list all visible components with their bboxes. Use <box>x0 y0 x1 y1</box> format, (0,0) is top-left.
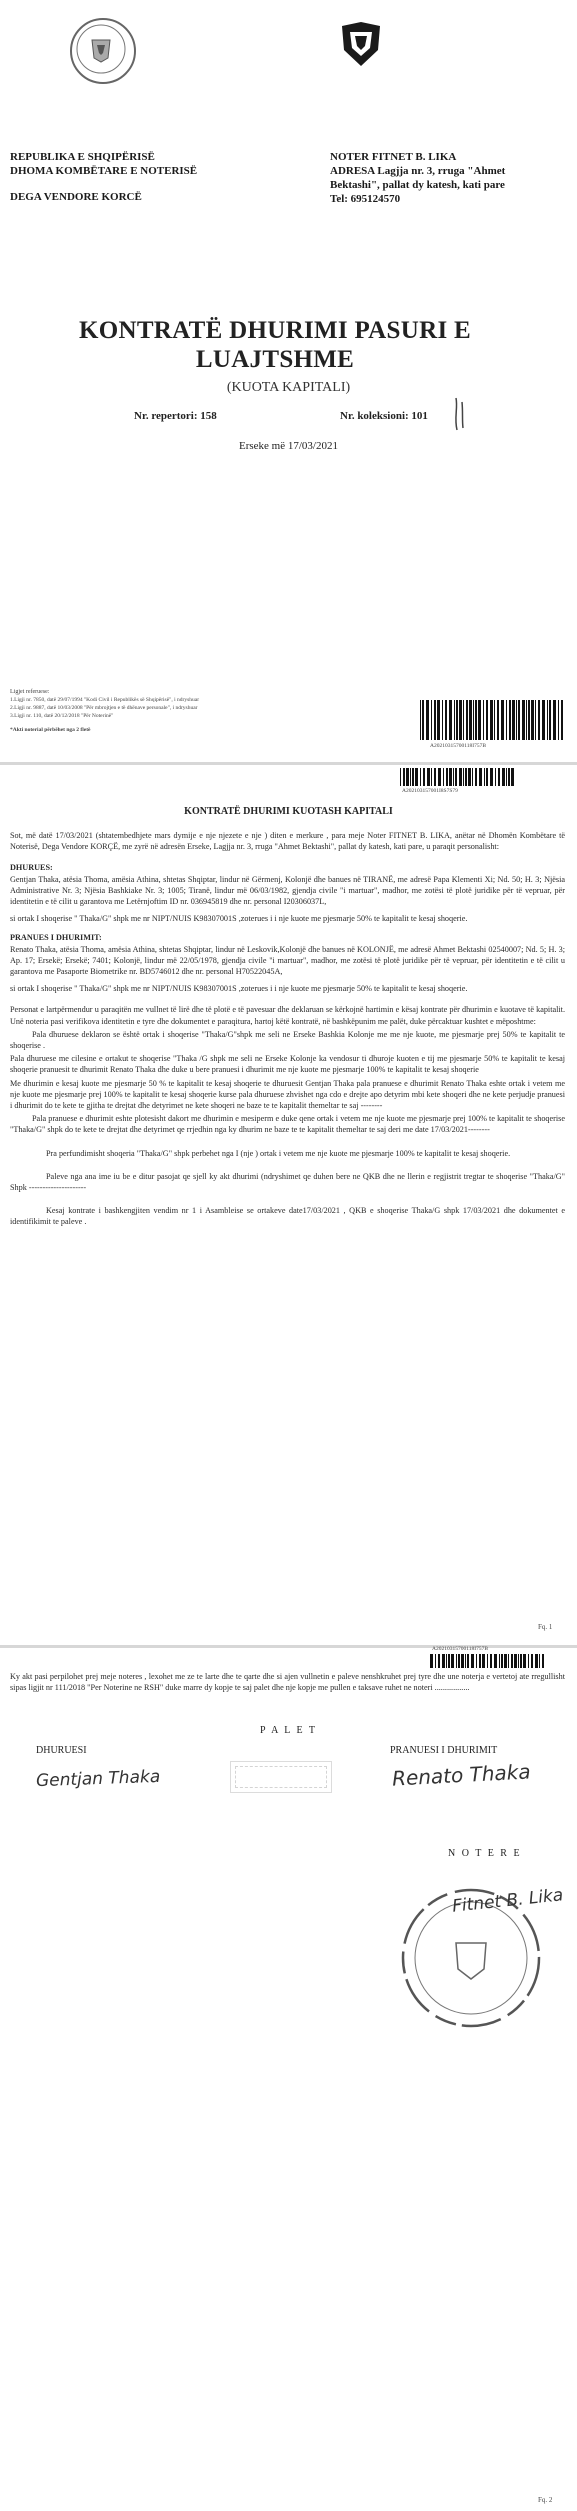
dhurues-details: Gentjan Thaka, atësia Thoma, amësia Athina, shtetas Shqiptar, lindur në Gërmenj, Kolonjë dhe banues në TIRANË, me adresë Papa Klementi Xi; Nd. 50; H. 3; Njësia Administrative Nr. 3; Njësia Bashkiake Nr. 3; 1005; Tiranë, lindur më 06/03/1982, gjendja civile "i martuar", madhor, me zotësi të plotë juridike për të vepruar, për identitetin e të cilit u garantova me Letërnjoftim ID nr. 036945819 dhe nr. personal I20306037L, <box>10 874 565 907</box>
barcode-stripe <box>501 700 504 740</box>
barcode-stripe <box>465 768 467 786</box>
barcode-stripe <box>412 768 414 786</box>
barcode-stripe <box>468 768 471 786</box>
barcode-stripe <box>463 768 464 786</box>
palet-label: P A L E T <box>259 1725 318 1736</box>
barcode-stripe <box>453 768 454 786</box>
barcode-stripe <box>438 768 441 786</box>
barcode-stripe <box>538 700 540 740</box>
page-separator <box>0 762 577 765</box>
barcode-stripe <box>448 1654 450 1668</box>
barcode-stripe <box>459 700 462 740</box>
barcode-stripe <box>487 1654 488 1668</box>
notary-logo-icon <box>340 20 382 68</box>
barcode-stripe <box>446 1654 447 1668</box>
recipient-signature: Renato Thaka <box>391 1759 532 1791</box>
barcode-stripe <box>465 1654 466 1668</box>
barcode-stripe <box>522 700 525 740</box>
barcode-stripe <box>434 768 436 786</box>
barcode-stripe <box>520 1654 522 1668</box>
barcode-stripe <box>437 700 440 740</box>
barcode <box>430 1654 545 1668</box>
page-separator <box>0 1645 577 1648</box>
pranues-details: Renato Thaka, atësia Thoma, amësia Athina, shtetas Shqiptar, lindur në Leskovik,Kolonjë dhe banues në KOLONJË, me adresë Ahmet Bektashi 02540007; Nd. 5; H. 3; Ap. 17; Ersekë; Ersekë; 7401; Kolonjë, lindur më 22/05/1978, gjendja civile "i martuar", madhor, me zotësi të plotë juridike për të vepruar, për identitetin e të cilit u garantova me Pasaporte Biometrike nr. BD5746012 dhe nr. personal H70522045A, <box>10 944 565 977</box>
barcode <box>400 768 515 786</box>
barcode-stripe <box>553 700 556 740</box>
koleksioni-number: Nr. koleksioni: 101 <box>340 410 428 422</box>
barcode-stripe <box>415 768 418 786</box>
barcode-stripe <box>406 768 409 786</box>
notary-address-2: Bektashi", pallat dy katesh, kati pare <box>330 179 505 191</box>
barcode-stripe <box>420 768 421 786</box>
barcode-stripe <box>561 700 563 740</box>
issuer-line-1: REPUBLIKA E SHQIPËRISË <box>10 151 155 163</box>
barcode-stripe <box>504 1654 507 1668</box>
barcode-stripe <box>511 768 514 786</box>
barcode-stripe <box>484 768 485 786</box>
pranues-quota: si ortak I shoqerise " Thaka/G" shpk me nr NIPT/NUIS K98307001S ,zoterues i i nje kuote me pjesmarje 50% te kapitalit te kesaj shoqerie. <box>10 984 468 994</box>
barcode-stripe <box>539 1654 540 1668</box>
barcode-stripe <box>531 700 534 740</box>
barcode-stripe <box>499 1654 500 1668</box>
barcode-stripe <box>456 700 458 740</box>
notary-seal-emblem <box>70 18 136 84</box>
barcode-stripe <box>535 700 536 740</box>
page-2 <box>0 768 577 1643</box>
barcode-stripe <box>467 1654 469 1668</box>
intro-paragraph: Sot, më datë 17/03/2021 (shtatembedhjete mars dymije e nje njezete e nje ) diten e merkure , para meje Noter FITNET B. LIKA, anëtar në Dhomën Kombëtare të Noterisë, Dega Vendore KORÇË, me zyrë në adresën Erseke, Lagjja nr. 3, rruga "Ahmet Bektashi", pallat dy katesh, kati pare, u paraqit personalisht: <box>10 831 565 852</box>
barcode-stripe <box>523 1654 526 1668</box>
tax-stamp <box>230 1761 332 1793</box>
barcode-stripe <box>403 768 405 786</box>
paragraph-7: Paleve nga ana ime iu be e ditur pasojat qe sjell ky akt dhurimi (ndryshimet qe duhen bere ne QKB dhe ne llerin e regjistrit tregtar te shoqerise "Thaka/G" Shpk --------------------- <box>10 1171 565 1193</box>
document-title <box>50 316 500 374</box>
barcode-stripe <box>422 700 424 740</box>
barcode-stripe <box>483 700 484 740</box>
barcode-stripe <box>479 768 482 786</box>
legal-references <box>10 688 370 734</box>
barcode-stripe <box>478 700 481 740</box>
barcode-stripe <box>471 1654 474 1668</box>
barcode-stripe <box>508 1654 509 1668</box>
barcode-stripe <box>486 700 488 740</box>
issuer-header <box>10 150 270 204</box>
closing-paragraph: Ky akt pasi perpilohet prej meje noteres , lexohet me ze te larte dhe te qarte dhe si ajen vullnetin e paleve nenshkruhet prej tyre dhe une noterja e vertetoj ate rregullisht sipas ligjit nr 111/2018 "Per Noterine ne RSH" duke marre dy kopje te saj palet dhe nje kopje me pullen e taksave ruhet ne noteri ................. <box>10 1672 565 1693</box>
barcode-stripe <box>451 1654 454 1668</box>
barcode-stripe <box>514 1654 517 1668</box>
barcode-id: A20210315700118I757B <box>430 743 487 749</box>
barcode-stripe <box>526 700 527 740</box>
barcode-stripe <box>472 768 473 786</box>
legal-ref-2: 2.Ligji nr. 9887, datë 10/03/2008 "Për mbrojtjen e të dhënave personale", i ndryshuar <box>10 705 198 711</box>
barcode-stripe <box>455 768 457 786</box>
pranuesi-label: PRANUESI I DHURIMIT <box>390 1745 498 1756</box>
notary-address-1: ADRESA Lagjja nr. 3, rruga "Ahmet <box>330 165 506 177</box>
barcode-stripe <box>449 768 452 786</box>
barcode-stripe <box>501 1654 503 1668</box>
notere-label: N O T E R E <box>448 1848 522 1859</box>
barcode-stripe <box>518 1654 519 1668</box>
paragraph-1: Personat e lartpërmendur u paraqitën me vullnet të lirë dhe të plotë e të pavesuar dhe deklaruan se kërkojnë hartimin e kësaj kontrate për dhurimin e kuotave të kapitalit. Unë noteria pasi verifikova identitetin e tyre dhe dokumentet e paraqitura, hartoj këtë kontratë, në bashkëpunim me palët, duke përcaktuar kushtet e mëposhtme: <box>10 1005 565 1026</box>
barcode-stripe <box>443 768 444 786</box>
barcode-stripe <box>502 768 505 786</box>
barcode-stripe <box>476 1654 477 1668</box>
barcode-stripe <box>463 700 464 740</box>
barcode-stripe <box>506 700 507 740</box>
barcode-stripe <box>427 768 430 786</box>
barcode-stripe <box>475 700 477 740</box>
issuer-line-2: DHOMA KOMBËTARE E NOTERISË <box>10 165 198 177</box>
barcode-stripe <box>461 1654 464 1668</box>
title-line-2: LUAJTSHME <box>195 346 355 373</box>
barcode-stripe <box>400 768 401 786</box>
barcode-stripe <box>490 700 493 740</box>
barcode-stripe <box>528 1654 529 1668</box>
barcode-stripe <box>506 768 507 786</box>
contract-body <box>10 830 565 1228</box>
barcode-stripe <box>511 1654 513 1668</box>
barcode-stripe <box>512 700 515 740</box>
barcode-stripe <box>479 1654 481 1668</box>
barcode-stripe <box>482 1654 485 1668</box>
barcode-id: A20210315700118I757B <box>432 1646 489 1652</box>
barcode-stripe <box>423 768 425 786</box>
paragraph-4: Me dhurimin e kesaj kuote me pjesmarje 50 % te kapitalit te kesaj shoqerie te dhuruesit Gentjan Thaka pala pranuese e dhurimit Renato Thaka eshte ortak i vetem me nje kuote me pjesmarje prej 100% te kapitalit te kesaj shoqerie kurse pala dhuruese zhvishet nga cdo e drejte apo detyrim mbi kete shoqeri dhe ne kete perjudje pranuesi i dhurimit do te kete te gjitha te drejtat dhe detyrimet ne kete shoqeri ne baze te te kapitalit themeltar te saj -------- <box>10 1078 565 1111</box>
barcode-stripe <box>458 1654 460 1668</box>
barcode-stripe <box>435 1654 436 1668</box>
issuer-line-3: DEGA VENDORE KORCË <box>10 191 142 203</box>
barcode-stripe <box>466 700 468 740</box>
barcode-stripe <box>473 700 474 740</box>
barcode-stripe <box>469 700 472 740</box>
barcode-stripe <box>516 700 517 740</box>
barcode-stripe <box>542 1654 544 1668</box>
legal-ref-3: 3.Ligji nr. 110, datë 20/12/2018 "Për Noterinë" <box>10 713 114 719</box>
legal-ref-1: 1.Ligji nr. 7850, datë 29/07/1994 "Kodi Civil i Republikës së Shqipërisë", i ndryshuar <box>10 697 200 703</box>
notary-phone: Tel: 695124570 <box>330 193 401 205</box>
page-number: Fq. 2 <box>538 2496 553 2504</box>
barcode-stripe <box>426 700 429 740</box>
barcode-stripe <box>459 768 462 786</box>
paragraph-5: Pala pranuese e dhurimit eshte plotesisht dakort me dhurimin e mesiperm e duke qene ortak i vetem me nje kuote me pjesmarje prej 100% te kapitalit te shoqerise "Thaka/G" shpk do te kete te drejtat dhe detyrimet qe rrjedhin nga ky dhurim ne baze te te kapitalit themeltar te saj deri me date 17/03/2021-------- <box>10 1114 565 1135</box>
title-line-1: KONTRATË DHURIMI PASURI E <box>78 317 472 344</box>
pages-note: *Akti noterial përbëhet nga 2 fletë <box>10 727 91 733</box>
page-3 <box>0 1646 577 2511</box>
barcode <box>420 700 565 740</box>
barcode-stripe <box>454 700 455 740</box>
barcode-stripe <box>531 1654 533 1668</box>
barcode-stripe <box>494 1654 497 1668</box>
barcode-stripe <box>456 1654 457 1668</box>
barcode-stripe <box>498 768 500 786</box>
barcode-stripe <box>445 700 447 740</box>
barcode-stripe <box>438 1654 440 1668</box>
barcode-stripe <box>486 768 488 786</box>
contract-heading: KONTRATË DHURIMI KUOTASH KAPITALI <box>184 806 393 817</box>
barcode-stripe <box>431 768 432 786</box>
paragraph-2: Pala dhuruese deklaron se është ortak i shoqerise "Thaka/G"shpk me seli ne Erseke Bashkia Kolonje me me nje kuote, me pjesmarje prej 50% te kapitalit te shoqerise . <box>10 1029 565 1051</box>
barcode-stripe <box>528 700 530 740</box>
barcode-stripe <box>475 768 477 786</box>
page-number: Fq. 1 <box>538 1623 553 1631</box>
barcode-stripe <box>446 768 448 786</box>
repertori-number: Nr. repertori: 158 <box>134 410 217 422</box>
barcode-stripe <box>449 700 452 740</box>
barcode-stripe <box>434 700 436 740</box>
legal-title: Ligjet referuese: <box>10 689 50 695</box>
place-date: Erseke më 17/03/2021 <box>239 440 338 452</box>
donor-signature: Gentjan Thaka <box>35 1766 161 1792</box>
barcode-stripe <box>490 768 493 786</box>
barcode-stripe <box>420 700 421 740</box>
dhuruesi-label: DHURUESI <box>36 1745 87 1756</box>
barcode-stripe <box>547 700 548 740</box>
paragraph-3: Pala dhuruese me cilesine e ortakut te shoqerise "Thaka /G shpk me seli ne Erseke Kolonje ka vendosur ti dhuroje kuoten e tij me pjesmarje 50% te kapitalit te kesaj shoqerie pranuesit te dhurimit Renato Thaka dhe duke u bere pranuesi i dhurimit me nje kuote me pjesmarje 100% te kapitalit te kesaj shoqerie <box>10 1054 565 1075</box>
barcode-stripe <box>431 700 432 740</box>
page-1 <box>0 0 577 760</box>
dhurues-label: DHURUES: <box>10 863 53 873</box>
barcode-stripe <box>442 700 443 740</box>
dhurues-quota: si ortak I shoqerise " Thaka/G" shpk me nr NIPT/NUIS K98307001S ,zoterues i i nje kuote me pjesmarje 50% te kapitalit te kesaj shoqerie. <box>10 914 468 924</box>
barcode-stripe <box>495 768 496 786</box>
pranues-label: PRANUES I DHURIMIT: <box>10 933 102 943</box>
barcode-stripe <box>410 768 411 786</box>
barcode-stripe <box>497 700 499 740</box>
notary-signature: Fitnet B. Lika <box>451 1885 565 1917</box>
barcode-stripe <box>430 1654 433 1668</box>
barcode-stripe <box>508 768 510 786</box>
notary-name: NOTER FITNET B. LIKA <box>330 151 457 163</box>
paragraph-6: Pra perfundimisht shoqeria "Thaka/G" shpk perbehet nga I (nje ) ortak i vetem me nje kuote me pjesmarje 100% te kapitalit te kesaj shoqerie. <box>46 1148 511 1158</box>
barcode-id: A202103157001I8S7S79 <box>402 788 458 794</box>
barcode-stripe <box>542 700 545 740</box>
handwritten-mark <box>450 396 470 437</box>
barcode-stripe <box>518 700 520 740</box>
barcode-stripe <box>549 700 551 740</box>
barcode-stripe <box>535 1654 538 1668</box>
paragraph-8: Kesaj kontrate i bashkengjiten vendim nr 1 i Asambleise se ortakeve date17/03/2021 , QKB e shoqerise Thaka/G shpk 17/03/2021 dhe dokumentet e identifikimit te paleve . <box>10 1206 565 1227</box>
document-subtitle: (KUOTA KAPITALI) <box>226 380 351 395</box>
barcode-stripe <box>509 700 511 740</box>
barcode-stripe <box>558 700 559 740</box>
notary-header <box>330 150 570 206</box>
barcode-stripe <box>442 1654 445 1668</box>
barcode-stripe <box>490 1654 492 1668</box>
barcode-stripe <box>494 700 495 740</box>
